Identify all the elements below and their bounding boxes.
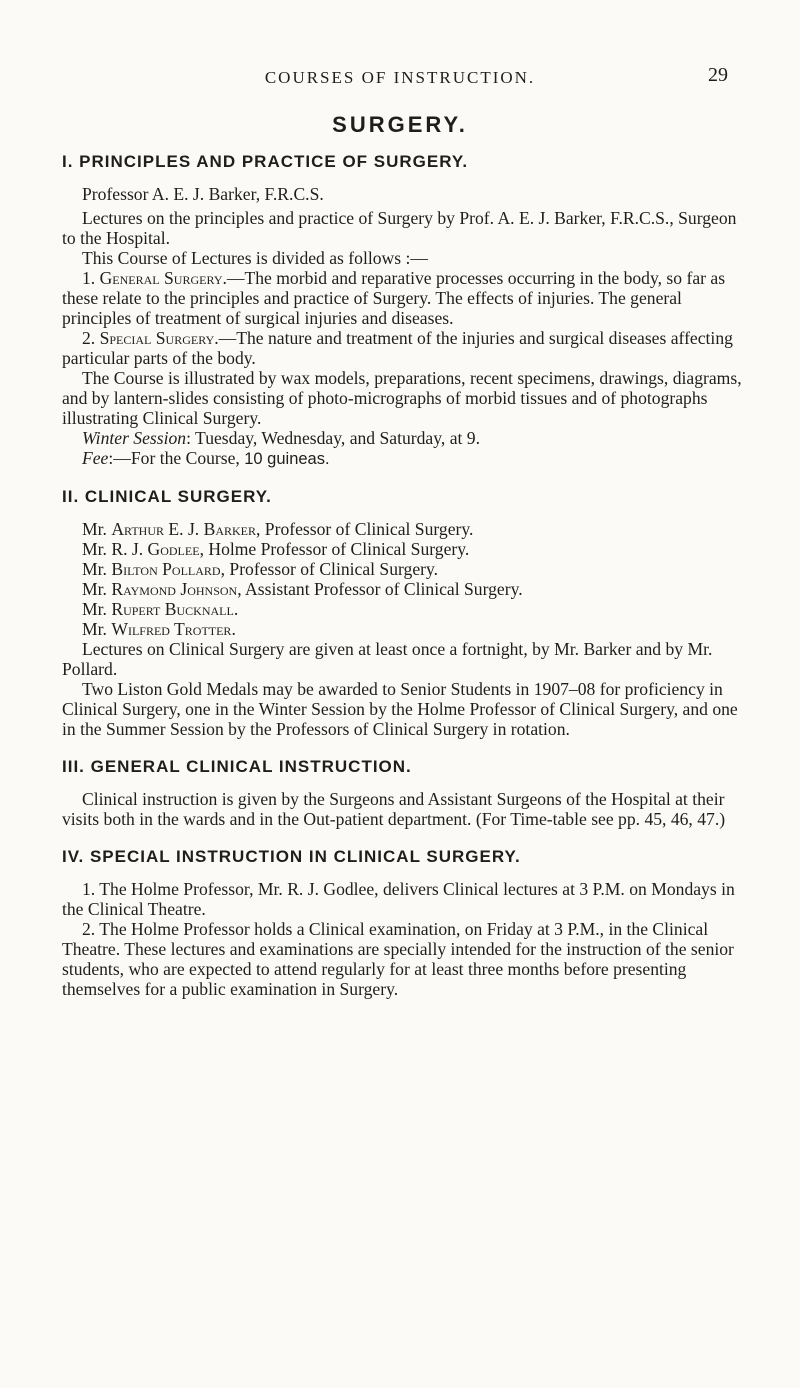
professor-line: Professor A. E. J. Barker, F.R.C.S. <box>82 184 324 204</box>
section-general-clinical-instruction <box>62 757 746 829</box>
staff-name: Raymond Johnson <box>111 579 238 599</box>
medals-paragraph: Two Liston Gold Medals may be awarded to Senior Students in 1907–08 for proficiency in Clinical Surgery, one in the Winter Session by the Holme Professor of Clinical Surgery, and one in the Summer Session by the Professors of Clinical Surgery in rotation. <box>62 679 738 739</box>
page-number: 29 <box>708 64 728 86</box>
session-text: : Tuesday, Wednesday, and Saturday, at 9. <box>186 428 480 448</box>
illustration-paragraph: The Course is illustrated by wax models, preparations, recent specimens, drawings, diagrams, and by lantern-slides consisting of photo-micrographs of morbid tissues and of photographs illustrating Clinical Surgery. <box>62 368 742 428</box>
staff-name: Bilton Pollard <box>111 559 221 579</box>
fee-label: Fee <box>82 448 109 468</box>
section-heading: IV. SPECIAL INSTRUCTION IN CLINICAL SURGERY. <box>62 847 521 866</box>
fee-line <box>62 448 746 469</box>
section-principles-practice <box>62 152 746 469</box>
staff-item <box>62 559 746 579</box>
special-surgery-text: —The nature and treatment of the injuries and surgical diseases affecting particular parts of the body. <box>62 328 733 368</box>
section-heading: I. PRINCIPLES AND PRACTICE OF SURGERY. <box>62 152 469 171</box>
page-title: SURGERY. <box>332 112 468 137</box>
staff-name: Wilfred Trotter. <box>111 619 236 639</box>
staff-item <box>62 519 746 539</box>
staff-prefix: Mr. <box>82 619 112 639</box>
document-body <box>62 152 746 999</box>
running-title: COURSES OF INSTRUCTION. <box>264 68 536 87</box>
fee-text: :—For the Course, <box>108 448 245 468</box>
staff-item <box>62 619 746 639</box>
instruction-paragraph: Clinical instruction is given by the Surgeons and Assistant Surgeons of the Hospital at their visits both in the wards and in the Out-patient department. (For Time-table see pp. 45, 46, 47.) <box>62 789 726 829</box>
section-clinical-surgery <box>62 487 746 739</box>
staff-role: , Assistant Professor of Clinical Surgery. <box>237 579 523 599</box>
session-label: Winter Session <box>82 428 187 448</box>
general-surgery-label: 1. General Surgery. <box>82 268 227 288</box>
staff-list <box>62 519 746 639</box>
special-surgery-paragraph <box>62 328 746 368</box>
staff-prefix: Mr. <box>82 519 112 539</box>
staff-item <box>62 599 746 619</box>
special-surgery-label: 2. Special Surgery. <box>82 328 219 348</box>
special-item-1: 1. The Holme Professor, Mr. R. J. Godlee, delivers Clinical lectures at 3 P.M. on Mondays in the Clinical Theatre. <box>62 879 735 919</box>
staff-name: Arthur E. J. Barker <box>111 519 256 539</box>
fee-amount: 10 guineas. <box>244 450 330 468</box>
staff-item <box>62 539 746 559</box>
general-surgery-text: —The morbid and reparative processes occurring in the body, so far as these relate to the principles and practice of Surgery. The effects of injuries. The general principles of treatment of surgical injuries and diseases. <box>62 268 726 328</box>
staff-prefix: Mr. <box>82 599 112 619</box>
general-surgery-paragraph <box>62 268 746 328</box>
session-line <box>62 428 746 448</box>
section-heading: III. GENERAL CLINICAL INSTRUCTION. <box>62 757 412 776</box>
lectures-paragraph: Lectures on Clinical Surgery are given at least once a fortnight, by Mr. Barker and by Mr. Pollard. <box>62 639 713 679</box>
staff-role: , Holme Professor of Clinical Surgery. <box>199 539 470 559</box>
staff-role: , Professor of Clinical Surgery. <box>220 559 439 579</box>
staff-prefix: Mr. <box>82 539 112 559</box>
intro-paragraph: Lectures on the principles and practice of Surgery by Prof. A. E. J. Barker, F.R.C.S., Surgeon to the Hospital. <box>62 208 737 248</box>
division-line: This Course of Lectures is divided as follows :— <box>82 248 428 268</box>
staff-prefix: Mr. <box>82 579 112 599</box>
staff-name: Rupert Bucknall. <box>111 599 239 619</box>
special-item-2: 2. The Holme Professor holds a Clinical examination, on Friday at 3 P.M., in the Clinical Theatre. These lectures and examinations are specially intended for the instruction of the senior students, who are expected to attend regularly for at least three months before presenting themselves for a public examination in Surgery. <box>62 919 734 999</box>
section-special-instruction <box>62 847 746 999</box>
staff-prefix: Mr. <box>82 559 112 579</box>
section-heading: II. CLINICAL SURGERY. <box>62 487 272 506</box>
staff-role: , Professor of Clinical Surgery. <box>256 519 474 539</box>
staff-item <box>62 579 746 599</box>
staff-name: R. J. Godlee <box>111 539 200 559</box>
